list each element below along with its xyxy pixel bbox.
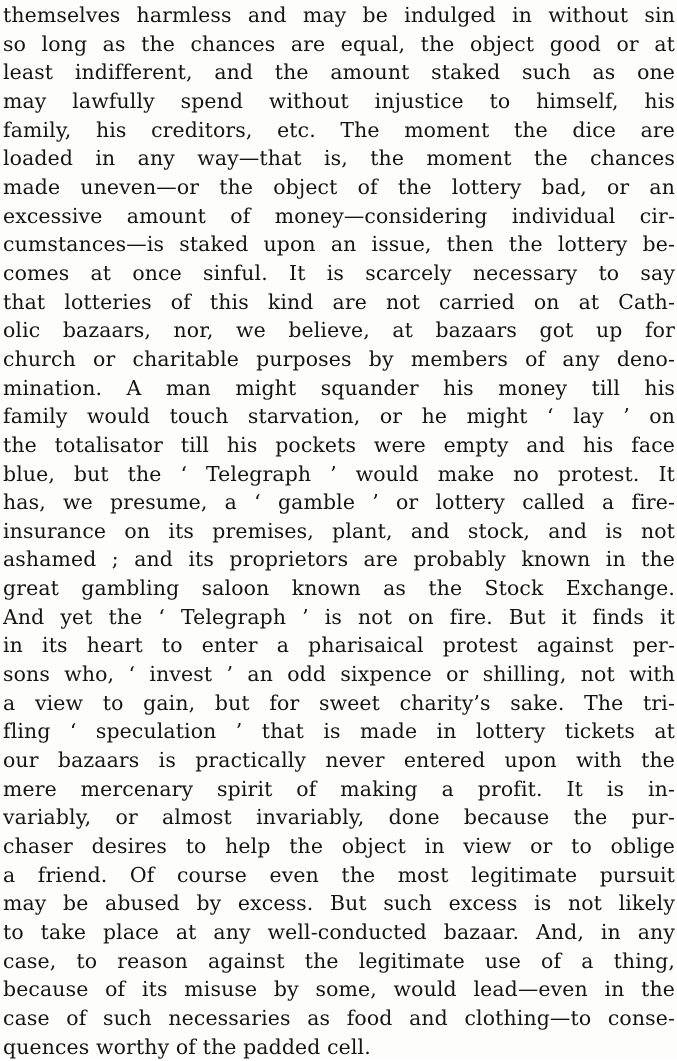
text-line: a view to gain, but for sweet charity’s sake. The tri- [3, 690, 675, 715]
text-line: themselves harmless and may be indulged in without sin [3, 3, 675, 27]
text-line: mere mercenary spirit of making a profit. It is in- [3, 776, 675, 801]
text-line: great gambling saloon known as the Stock Exchange. [3, 576, 675, 601]
text-line: blue, but the ‘ Telegraph ’ would make no protest. It [3, 461, 675, 486]
text-line: excessive amount of money—considering individual cir- [3, 203, 675, 228]
text-line: quences worthy of the padded cell. [3, 1034, 371, 1059]
text-line: comes at once sinful. It is scarcely necessary to say [3, 260, 675, 285]
text-line: family would touch starvation, or he might ‘ lay ’ on [3, 404, 675, 429]
text-line: may be abused by excess. But such excess is not likely [3, 891, 675, 916]
text-line: fling ‘ speculation ’ that is made in lottery tickets at [3, 719, 675, 744]
text-line: sons who, ‘ invest ’ an odd sixpence or shilling, not with [3, 662, 675, 687]
text-line: loaded in any way—that is, the moment the chances [3, 146, 675, 171]
text-line: chaser desires to help the object in view or to oblige [3, 834, 675, 859]
text-line: our bazaars is practically never entered upon with the [3, 748, 675, 773]
text-line: to take place at any well-conducted bazaar. And, in any [3, 920, 675, 944]
text-line: variably, or almost invariably, done because the pur- [3, 805, 675, 830]
text-line: that lotteries of this kind are not carried on at Cath- [3, 289, 675, 314]
text-line: family, his creditors, etc. The moment the dice are [3, 117, 675, 142]
text-line: because of its misuse by some, would lead—even in the [3, 977, 675, 1002]
text-line: so long as the chances are equal, the object good or at [3, 31, 675, 56]
text-line: insurance on its premises, plant, and stock, and is not [3, 518, 675, 543]
text-line: case of such necessaries as food and clothing—to conse- [3, 1005, 675, 1030]
text-line: church or charitable purposes by members of any deno- [3, 346, 675, 371]
text-line: mination. A man might squander his money till his [3, 375, 675, 400]
text-line: made uneven—or the object of the lottery bad, or an [3, 174, 675, 199]
text-line: olic bazaars, nor, we believe, at bazaars got up for [3, 318, 675, 343]
text-line: cumstances—is staked upon an issue, then the lottery be- [3, 232, 675, 257]
text-line: least indifferent, and the amount staked such as one [3, 60, 675, 85]
text-line: has, we presume, a ‘ gamble ’ or lottery called a fire- [3, 490, 675, 515]
text-line: may lawfully spend without injustice to himself, his [3, 88, 675, 113]
text-line: case, to reason against the legitimate use of a thing, [3, 948, 675, 973]
text-line: in its heart to enter a pharisaical protest against per- [3, 633, 675, 658]
text-line: And yet the ‘ Telegraph ’ is not on fire. But it finds it [3, 604, 675, 629]
text-line: the totalisator till his pockets were empty and his face [3, 432, 675, 457]
article-column [3, 1, 675, 1061]
text-line: a friend. Of course even the most legitimate pursuit [3, 862, 675, 887]
text-line: ashamed ; and its proprietors are probably known in the [3, 547, 675, 572]
